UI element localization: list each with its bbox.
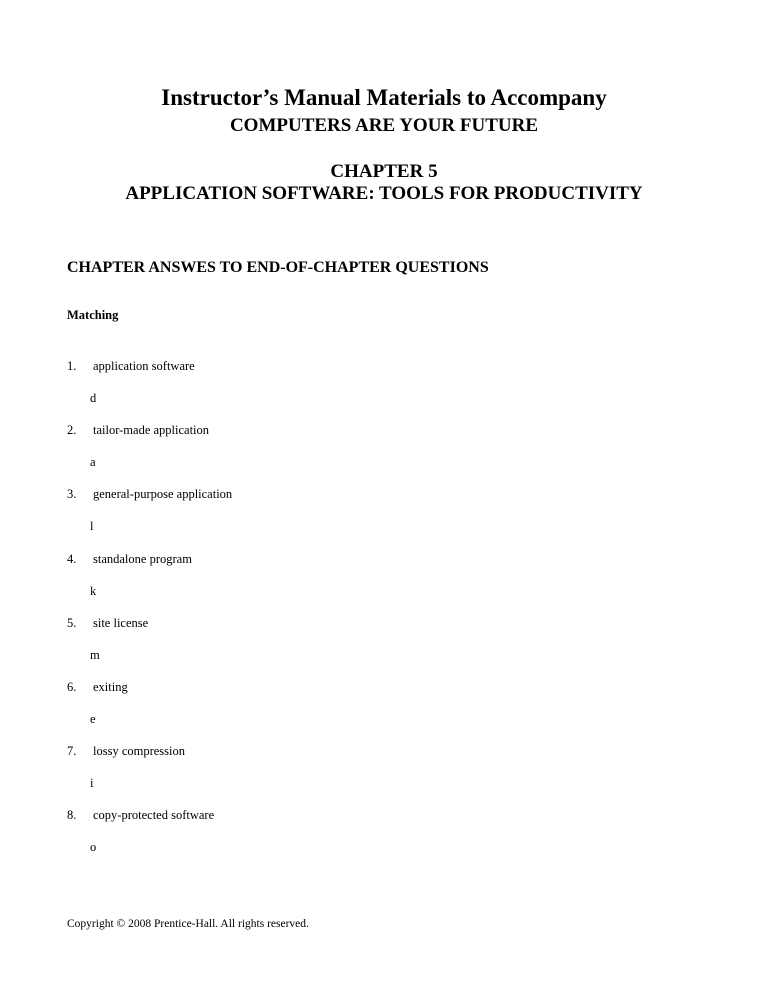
item-answer: o (90, 840, 97, 855)
book-title: COMPUTERS ARE YOUR FUTURE (229, 115, 539, 136)
matching-heading: Matching (67, 308, 119, 322)
item-number: 4. (67, 551, 77, 566)
item-number: 2. (67, 423, 77, 438)
item-term: lossy compression (93, 744, 186, 759)
item-term: site license (93, 615, 149, 630)
item-answer: e (90, 711, 96, 726)
chapter-number: CHAPTER 5 (330, 161, 438, 182)
item-term: standalone program (93, 551, 192, 566)
item-term: application software (93, 359, 195, 373)
document-title: Instructor’s Manual Materials to Accompany (161, 85, 607, 110)
chapter-title: APPLICATION SOFTWARE: TOOLS FOR PRODUCTIVITY (125, 183, 643, 204)
item-number: 1. (67, 359, 77, 373)
item-term: copy-protected software (93, 808, 215, 823)
item-number: 8. (67, 808, 77, 823)
item-number: 7. (67, 744, 77, 759)
item-answer: d (90, 391, 97, 405)
item-answer: k (90, 583, 97, 598)
item-answer: a (90, 455, 96, 470)
item-answer: l (90, 519, 94, 534)
copyright-footer: Copyright © 2008 Prentice-Hall. All rights reserved. (67, 918, 309, 930)
section-heading: CHAPTER ANSWES TO END-OF-CHAPTER QUESTIONS (67, 259, 489, 276)
item-answer: i (90, 776, 94, 791)
item-number: 5. (67, 615, 77, 630)
item-number: 6. (67, 679, 77, 694)
item-answer: m (90, 647, 100, 662)
item-term: tailor-made application (93, 423, 210, 438)
item-number: 3. (67, 487, 77, 502)
item-term: exiting (93, 679, 128, 694)
item-term: general-purpose application (93, 487, 233, 502)
